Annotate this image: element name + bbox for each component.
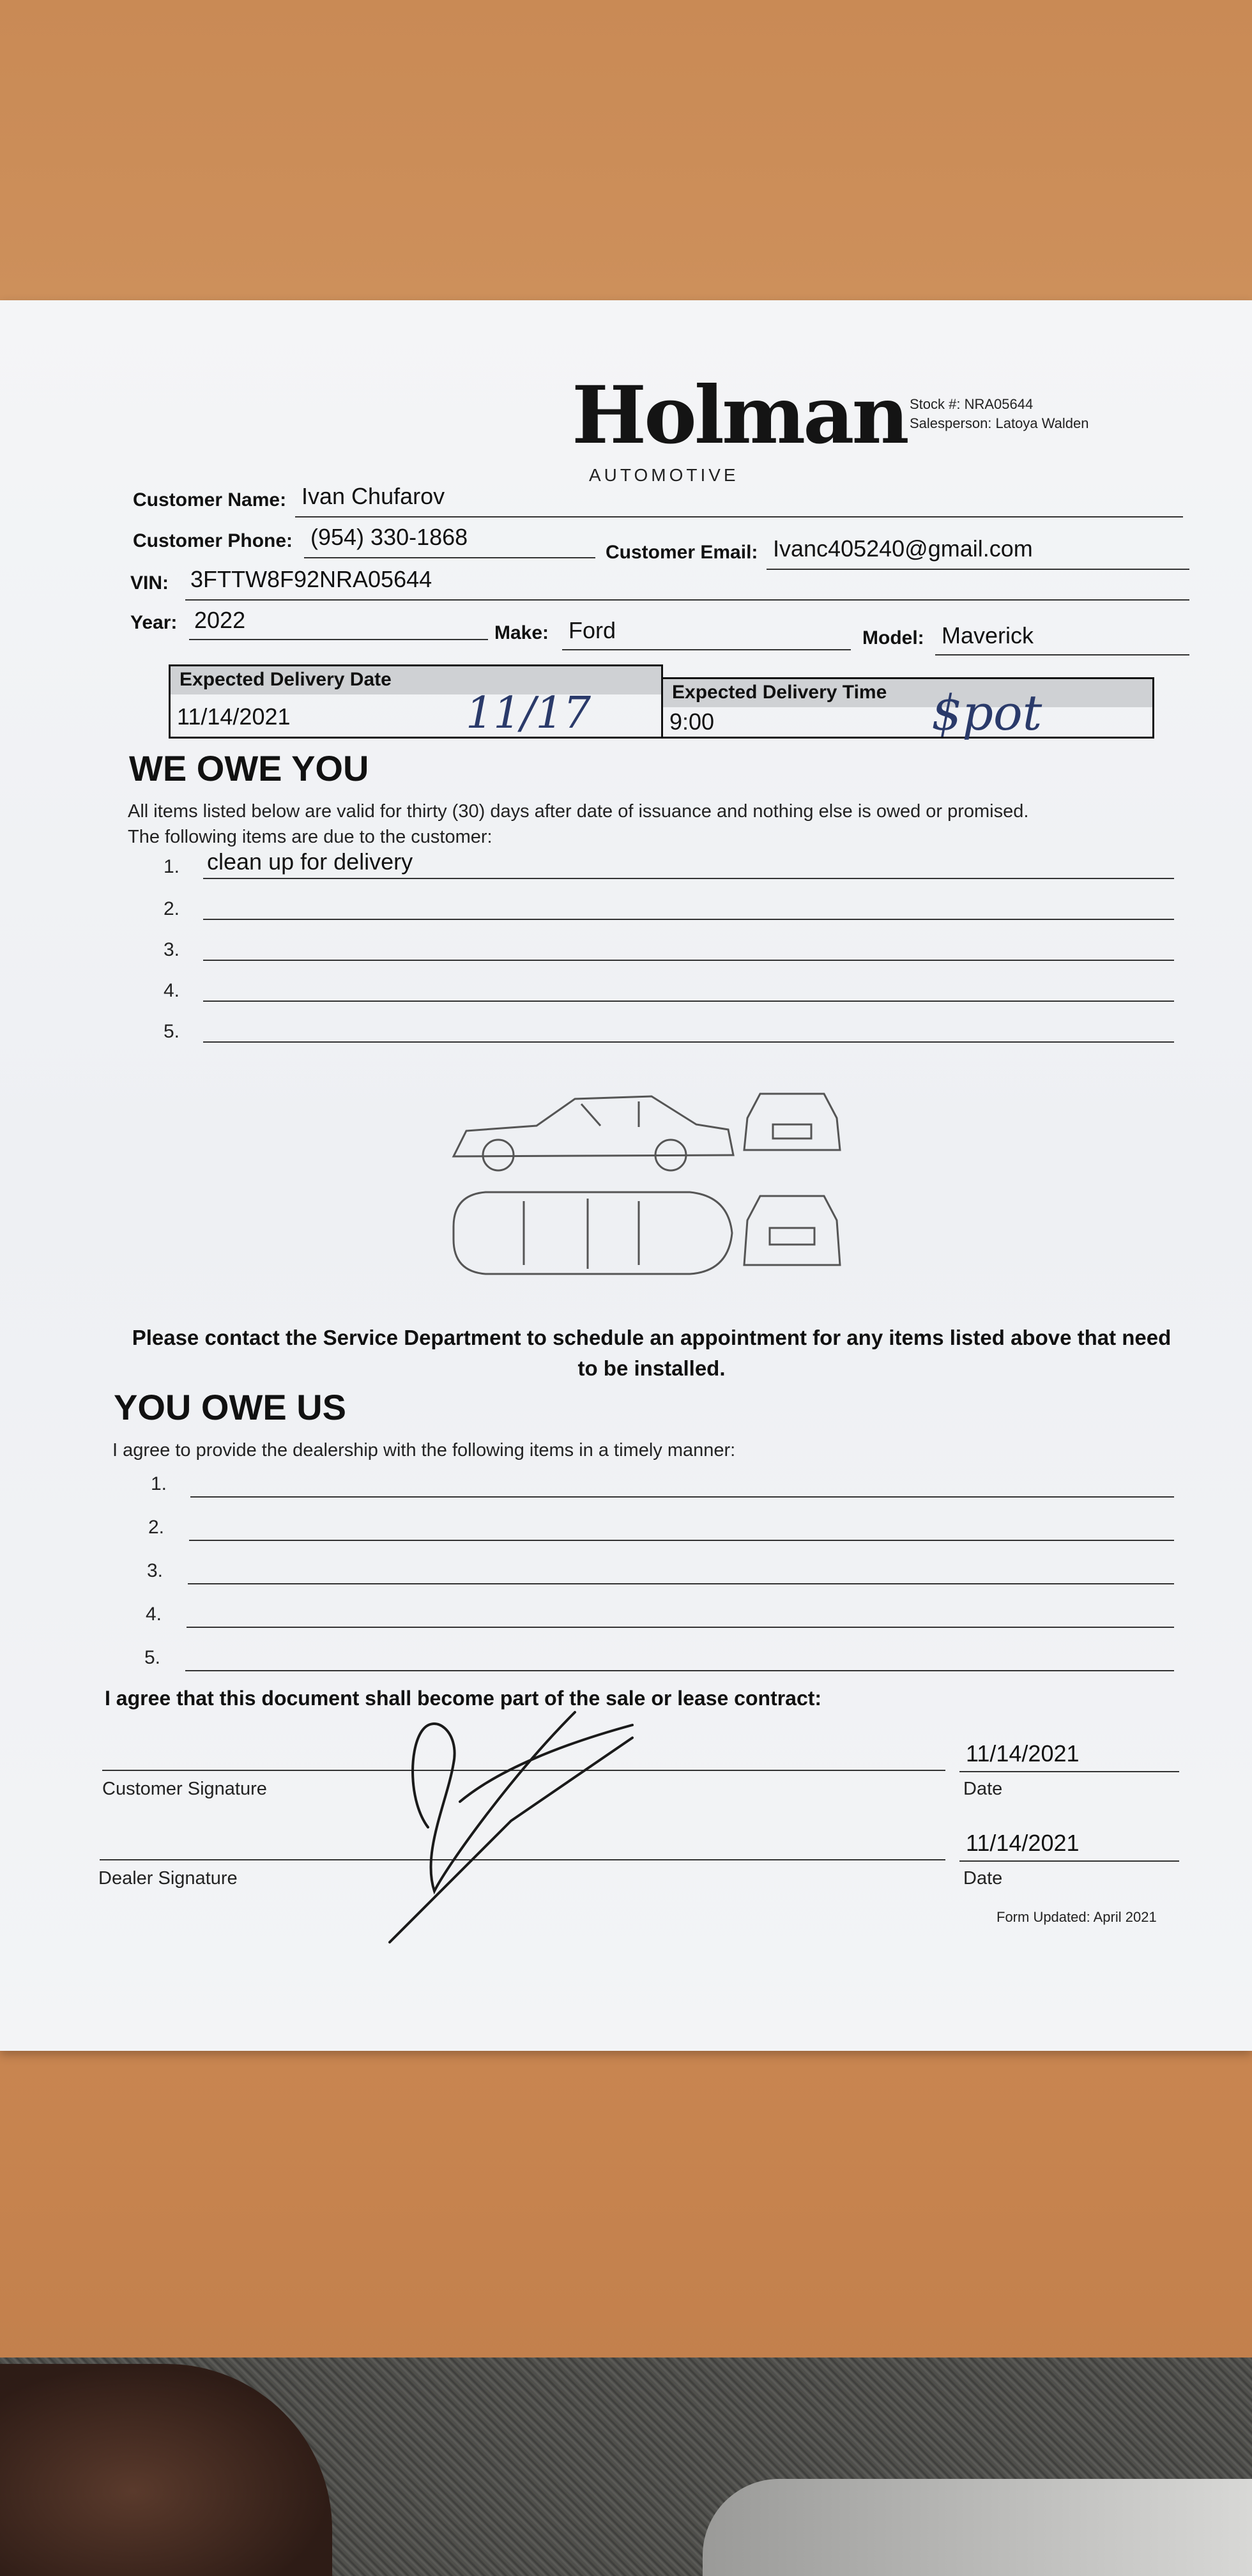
we-owe-item-line <box>203 960 1174 961</box>
customer-name-label: Customer Name: <box>133 489 287 510</box>
you-owe-item-line <box>188 1583 1174 1584</box>
we-owe-you-subparagraph: The following items are due to the customer: <box>128 827 492 847</box>
delivery-time-box <box>661 677 1154 739</box>
customer-email-value: Ivanc405240@gmail.com <box>773 535 1033 562</box>
vin-line <box>185 599 1189 601</box>
handwritten-signature <box>383 1674 652 1949</box>
you-owe-item-number: 4. <box>146 1604 162 1625</box>
dealer-signature-label: Dealer Signature <box>98 1868 238 1889</box>
customer-signature-date: 11/14/2021 <box>966 1740 1080 1767</box>
customer-date-label: Date <box>963 1779 1003 1799</box>
delivery-form-paper <box>0 300 1252 2051</box>
dealer-signature-date: 11/14/2021 <box>966 1830 1080 1856</box>
customer-phone-label: Customer Phone: <box>133 530 293 551</box>
you-owe-item-number: 3. <box>147 1560 164 1581</box>
make-line <box>562 649 851 650</box>
you-owe-us-title: YOU OWE US <box>114 1387 347 1427</box>
car-top-view <box>454 1192 732 1274</box>
make-value: Ford <box>569 617 616 643</box>
you-owe-item-line <box>187 1627 1174 1628</box>
delivery-date-header: Expected Delivery Date <box>171 666 661 694</box>
customer-phone-line <box>304 557 595 558</box>
you-owe-item-line <box>190 1496 1174 1498</box>
delivery-time-handwritten: $pot <box>931 684 1042 741</box>
you-owe-item-number: 2. <box>148 1517 165 1538</box>
we-owe-item-line <box>203 1000 1174 1002</box>
customer-email-line <box>767 569 1189 570</box>
we-owe-item-line <box>203 919 1174 920</box>
we-owe-item-text: clean up for delivery <box>207 848 413 875</box>
we-owe-item-number: 4. <box>164 980 180 1001</box>
car-rear-view <box>744 1196 840 1265</box>
model-line <box>935 654 1189 656</box>
you-owe-item-line <box>185 1670 1174 1671</box>
delivery-date-handwritten: 11/17 <box>466 688 591 739</box>
car-front-view <box>744 1094 840 1150</box>
make-label: Make: <box>494 622 549 643</box>
we-owe-item-number: 2. <box>164 898 180 919</box>
dealer-date-line <box>959 1860 1179 1862</box>
vin-value: 3FTTW8F92NRA05644 <box>190 566 432 592</box>
customer-signature-label: Customer Signature <box>102 1779 267 1799</box>
vehicle-diagram <box>447 1080 862 1303</box>
you-owe-item-line <box>189 1540 1174 1541</box>
delivery-time-header: Expected Delivery Time <box>663 679 1152 707</box>
we-owe-item-number: 5. <box>164 1021 180 1042</box>
you-owe-item-number: 5. <box>144 1647 161 1668</box>
we-owe-item-line <box>203 878 1174 879</box>
delivery-date-value: 11/14/2021 <box>177 703 291 730</box>
you-owe-us-paragraph: I agree to provide the dealership with the following items in a timely manner: <box>112 1440 736 1460</box>
delivery-date-box <box>169 664 663 739</box>
agreement-statement: I agree that this document shall become part of the sale or lease contract: <box>105 1687 822 1710</box>
logo-subtitle: AUTOMOTIVE <box>589 465 739 485</box>
year-label: Year: <box>130 612 178 633</box>
stock-number: Stock #: NRA05644 <box>910 396 1034 412</box>
year-line <box>189 639 488 640</box>
form-updated-note: Form Updated: April 2021 <box>996 1909 1157 1925</box>
salesperson: Salesperson: Latoya Walden <box>910 415 1089 431</box>
model-value: Maverick <box>942 622 1034 648</box>
shoe-right <box>703 2479 1252 2576</box>
dealer-date-label: Date <box>963 1868 1003 1889</box>
customer-date-line <box>959 1771 1179 1772</box>
car-side-view <box>454 1096 733 1156</box>
customer-phone-value: (954) 330-1868 <box>310 524 468 550</box>
service-contact-notice: Please contact the Service Department to schedule an appointment for any items listed above that need to be installed. <box>132 1326 1172 1380</box>
we-owe-item-number: 3. <box>164 939 180 960</box>
vin-label: VIN: <box>130 572 169 594</box>
holman-logo: Holman <box>572 369 907 462</box>
model-label: Model: <box>862 627 924 648</box>
we-owe-item-line <box>203 1041 1174 1043</box>
we-owe-you-title: WE OWE YOU <box>129 748 369 788</box>
year-value: 2022 <box>194 607 246 633</box>
customer-email-label: Customer Email: <box>606 542 758 563</box>
customer-name-value: Ivan Chufarov <box>302 483 445 509</box>
you-owe-item-number: 1. <box>151 1473 167 1494</box>
delivery-time-value: 9:00 <box>669 709 715 735</box>
we-owe-item-number: 1. <box>164 856 180 877</box>
customer-name-line <box>295 516 1183 518</box>
we-owe-you-paragraph: All items listed below are valid for thirty (30) days after date of issuance and nothing else is owed or promised. <box>128 801 1029 822</box>
